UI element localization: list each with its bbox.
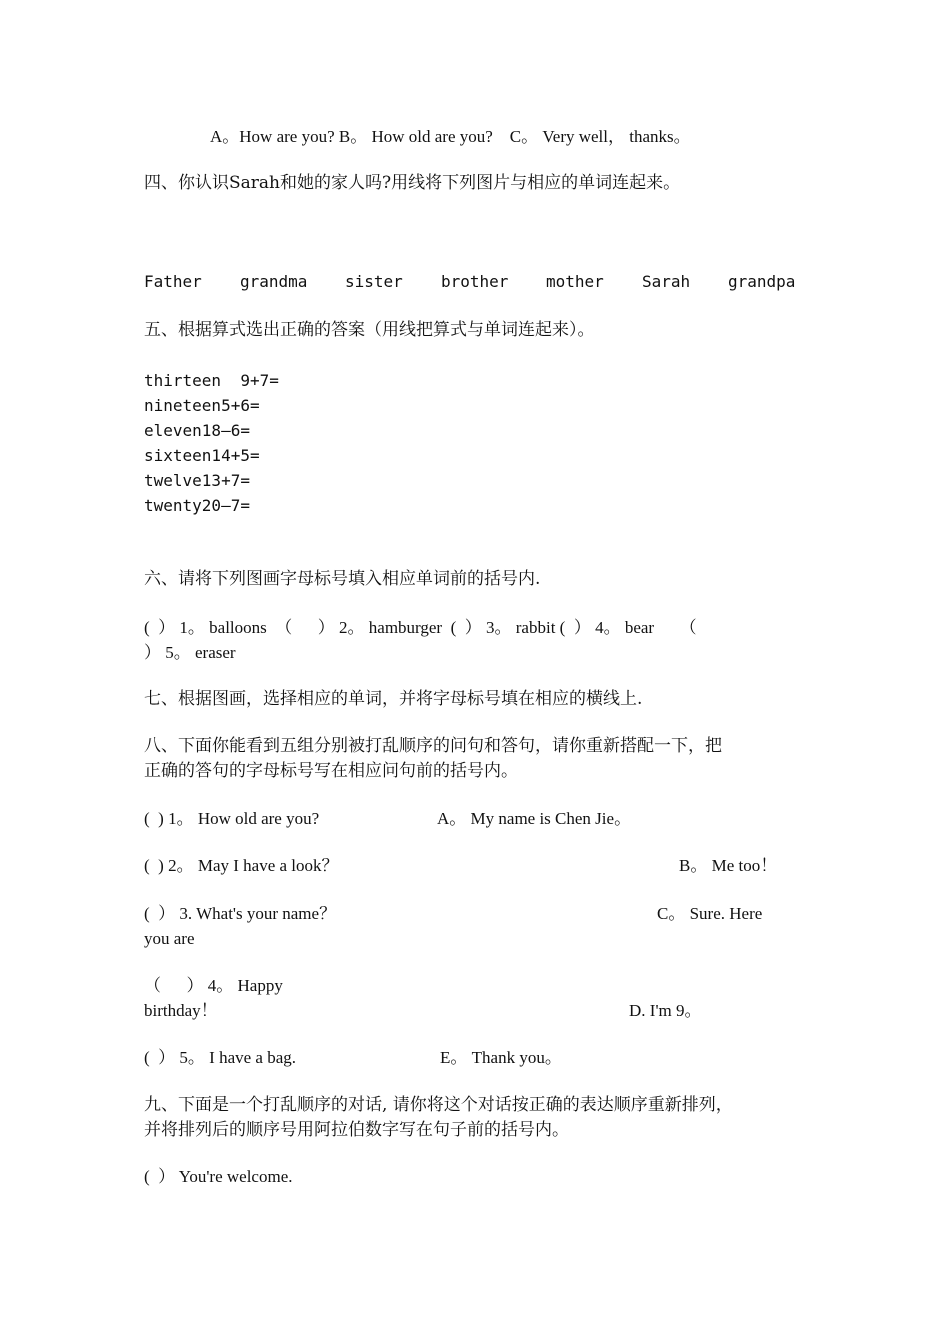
dialogue-item: ( ） You're welcome.: [144, 1167, 293, 1186]
question-4-cont: birthday！: [144, 1001, 218, 1020]
equation-line: twenty20—7=: [144, 496, 250, 515]
equation-line: thirteen 9+7=: [144, 371, 279, 390]
section6-line2: ） 5。 eraser: [144, 643, 236, 662]
equation-line: sixteen14+5=: [144, 446, 260, 465]
word-grandpa: grandpa: [728, 272, 796, 291]
answer-a: A。 My name is Chen Jie。: [437, 809, 632, 828]
question-2: ( ) 2。 May I have a look？: [144, 856, 339, 875]
section3-options: A。How are you? B。 How old are you? C。 Very well， thanks。: [210, 127, 691, 146]
section4-heading: 四、你认识Sarah和她的家人吗?用线将下列图片与相应的单词连起来。: [144, 173, 681, 193]
section9-heading-cont: 并将排列后的顺序号用阿拉伯数字写在句子前的括号内。: [144, 1120, 569, 1140]
word-brother: brother: [441, 272, 509, 291]
section4-word-row: [0, 269, 950, 295]
question-1: ( ) 1。 How old are you?: [144, 809, 320, 828]
question-3: ( ） 3. What's your name？: [144, 904, 337, 923]
section7-heading: 七、根据图画，选择相应的单词，并将字母标号填在相应的横线上.: [144, 689, 643, 709]
answer-e: E。 Thank you。: [440, 1048, 562, 1067]
equation-line: twelve13+7=: [144, 471, 250, 490]
answer-b: B。 Me too！: [679, 856, 778, 875]
section8-heading-cont: 正确的答句的字母标号写在相应问句前的括号内。: [144, 761, 518, 781]
word-sarah: Sarah: [642, 272, 691, 291]
equation-line: nineteen5+6=: [144, 396, 260, 415]
section5-heading: 五、根据算式选出正确的答案（用线把算式与单词连起来）。: [144, 320, 595, 340]
word-mother: mother: [546, 272, 604, 291]
section9-heading: 九、下面是一个打乱顺序的对话, 请你将这个对话按正确的表达顺序重新排列，: [144, 1095, 733, 1115]
word-grandma: grandma: [240, 272, 308, 291]
section6-heading: 六、请将下列图画字母标号填入相应单词前的括号内.: [144, 569, 541, 589]
answer-d: D. I'm 9。: [629, 1001, 702, 1020]
word-sister: sister: [345, 272, 403, 291]
equation-line: eleven18—6=: [144, 421, 250, 440]
word-father: Father: [144, 272, 202, 291]
answer-c: C。 Sure. Here: [657, 904, 763, 923]
question-5: ( ） 5。 I have a bag.: [144, 1048, 297, 1067]
section6-line1: ( ） 1。 balloons （ ） 2。 hamburger ( ） 3。 rabbit ( ） 4。 bear （: [144, 618, 697, 637]
question-3-cont: you are: [144, 929, 195, 948]
section8-heading: 八、下面你能看到五组分别被打乱顺序的问句和答句，请你重新搭配一下，把: [144, 736, 722, 756]
question-4: （ ） 4。 Happy: [144, 976, 283, 995]
